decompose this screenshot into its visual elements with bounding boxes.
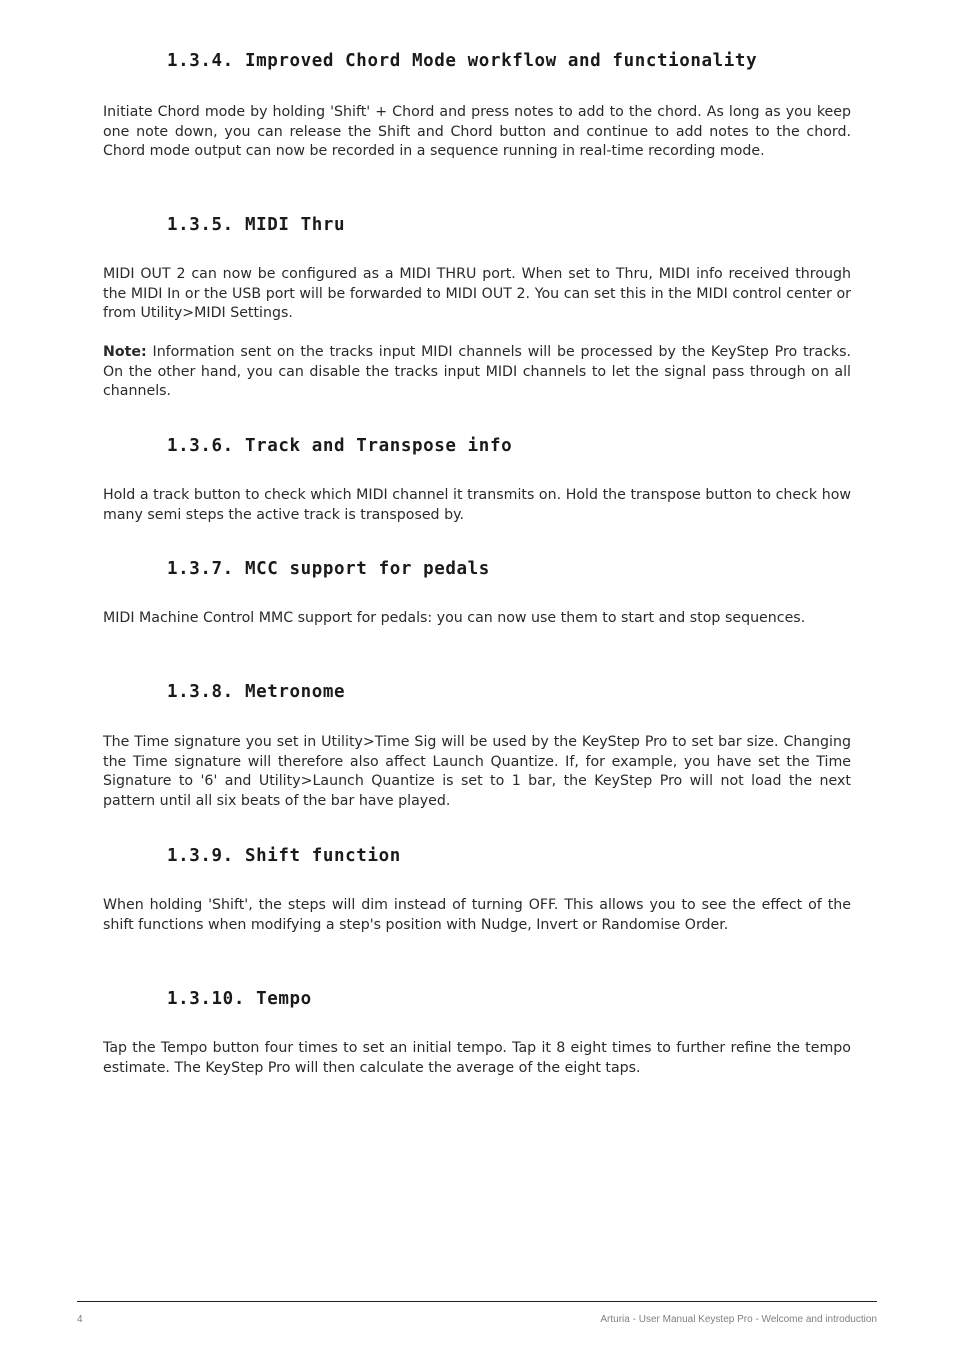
section-heading: 1.3.6. Track and Transpose info: [167, 436, 513, 456]
page-number: 4: [77, 1314, 83, 1325]
section-paragraph: Initiate Chord mode by holding 'Shift' + Chord and press notes to add to the chord. As long as you keep one note down, you can release the Shift and Chord button and continue to add notes to the chord. Chord mode output can now be recorded in a sequence running in real-time recording mode.: [103, 104, 851, 160]
footer-title: Arturia - User Manual Keystep Pro - Welcome and introduction: [600, 1314, 877, 1325]
note-label: Note:: [103, 344, 147, 360]
note-paragraph: [103, 343, 851, 402]
section-paragraph: MIDI OUT 2 can now be configured as a MIDI THRU port. When set to Thru, MIDI info received through the MIDI In or the USB port will be forwarded to MIDI OUT 2. You can set this in the MIDI control center or from Utility>MIDI Settings.: [103, 266, 851, 322]
section-heading: 1.3.4. Improved Chord Mode workflow and functionality: [167, 51, 758, 71]
section-heading: 1.3.7. MCC support for pedals: [167, 559, 490, 579]
section-paragraph: Hold a track button to check which MIDI channel it transmits on. Hold the transpose button to check how many semi steps the active track is transposed by.: [103, 487, 851, 523]
section-heading: 1.3.9. Shift function: [167, 846, 401, 866]
note-text: Information sent on the tracks input MIDI channels will be processed by the KeyStep Pro tracks. On the other hand, you can disable the tracks input MIDI channels to let the signal pass through on all channels.: [103, 344, 851, 400]
section-heading: 1.3.8. Metronome: [167, 682, 346, 702]
footer-divider: [77, 1301, 877, 1302]
section-paragraph: The Time signature you set in Utility>Time Sig will be used by the KeyStep Pro to set bar size. Changing the Time signature will therefore also affect Launch Quantize. If, for example, you have set the Time Signature to '6' and Utility>Launch Quantize is set to 1 bar, the KeyStep Pro will not load the next pattern until all six beats of the bar have played.: [103, 734, 851, 810]
section-heading: 1.3.5. MIDI Thru: [167, 215, 346, 235]
section-paragraph: MIDI Machine Control MMC support for pedals: you can now use them to start and stop sequences.: [103, 610, 806, 626]
section-heading: 1.3.10. Tempo: [167, 989, 312, 1009]
section-paragraph: When holding 'Shift', the steps will dim instead of turning OFF. This allows you to see the effect of the shift functions when modifying a step's position with Nudge, Invert or Randomise Order.: [103, 897, 851, 933]
section-paragraph: Tap the Tempo button four times to set an initial tempo. Tap it 8 eight times to further refine the tempo estimate. The KeyStep Pro will then calculate the average of the eight taps.: [103, 1040, 851, 1076]
